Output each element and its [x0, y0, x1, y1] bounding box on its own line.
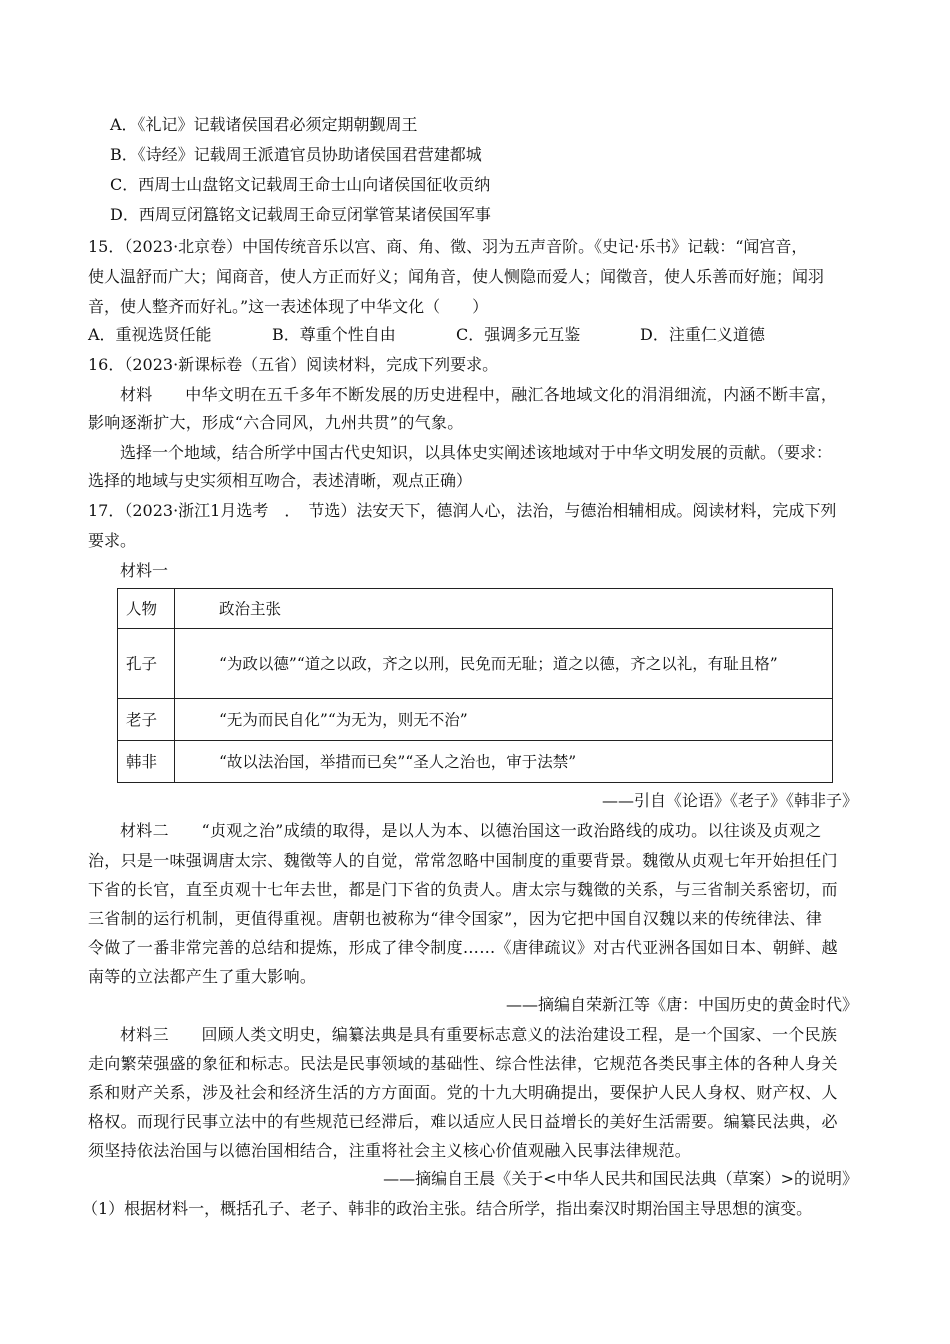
table-row — [118, 699, 833, 741]
row-claim — [175, 629, 833, 699]
material-3-line-5: 须坚持依法治国与以德治国相结合，注重将社会主义核心价值观融入民事法律规范。 — [88, 1141, 692, 1160]
row-person: 韩非 — [118, 741, 175, 783]
q17-title-line-2: 要求。 — [88, 531, 137, 550]
material-3-line-2: 走向繁荣强盛的象征和标志。民法是民事领域的基础性、综合性法律，它规范各类民事主体的各种人身关 — [88, 1054, 838, 1073]
table-row — [118, 629, 833, 699]
material-2-line-5: 令做了一番非常完善的总结和提炼，形成了律令制度……《唐律疏议》对古代亚洲各国如日本、朝鲜、越 — [88, 938, 838, 957]
material-3-line-1: 材料三 回顾人类文明史，编纂法典是具有重要标志意义的法治建设工程，是一个国家、一个民族 — [120, 1025, 838, 1044]
table-row — [118, 741, 833, 783]
material-2-line-6: 南等的立法都产生了重大影响。 — [88, 967, 317, 986]
material-3-source: ——摘编自王晨《关于<中华人民共和国民法典（草案）>的说明》 — [383, 1169, 858, 1188]
row-claim — [175, 699, 833, 741]
row-person: 孔子 — [118, 629, 175, 699]
table-header-row — [118, 589, 833, 629]
material-2-line-2: 治，只是一味强调唐太宗、魏徵等人的自觉，常常忽略中国制度的重要背景。魏徵从贞观七年开始担任门 — [88, 851, 838, 870]
q16-title: 16．（2023·新课标卷（五省）阅读材料，完成下列要求。 — [88, 355, 499, 374]
header-claim — [175, 589, 833, 629]
q16-material-line-2: 影响逐渐扩大，形成“六合同风，九州共贯”的气象。 — [88, 413, 464, 432]
q15-option-b: B．尊重个性自由 — [272, 325, 396, 344]
row-claim-text: “无为而民自化”“为无为，则无不治” — [219, 710, 468, 729]
q15-line-1: 15．（2023·北京卷）中国传统音乐以宫、商、角、徵、羽为五声音阶。《史记·乐书》记载：“闻宫音， — [88, 237, 808, 256]
material-3-line-4: 格权。而现行民事立法中的有些规范已经滞后，难以适应人民日益增长的美好生活需要。编纂民法典，必 — [88, 1112, 838, 1131]
q14-option-b: B．《诗经》记载周王派遣官员协助诸侯国君营建都城 — [110, 145, 482, 164]
q14-option-d: D．西周豆闭簋铭文记载周王命豆闭掌管某诸侯国军事 — [110, 205, 491, 224]
q16-requirement-line-1: 选择一个地域，结合所学中国古代史知识，以具体史实阐述该地域对于中华文明发展的贡献。（要求： — [120, 443, 833, 462]
q15-option-a: A．重视选贤任能 — [88, 325, 212, 344]
q17-subquestion-1: （1）根据材料一，概括孔子、老子、韩非的政治主张。结合所学，指出秦汉时期治国主导思想的演变。 — [82, 1199, 813, 1218]
q17-title-line-1: 17．（2023·浙江1月选考 ． 节选）法安天下，德润人心，法治，与德治相辅相成。阅读材料，完成下列 — [88, 501, 837, 520]
material-1-source: ——引自《论语》《老子》《韩非子》 — [601, 791, 858, 810]
q15-option-c: C．强调多元互鉴 — [456, 325, 581, 344]
q15-option-d: D．注重仁义道德 — [640, 325, 765, 344]
row-claim-text: “为政以德”“道之以政，齐之以刑，民免而无耻；道之以德，齐之以礼，有耻且格” — [219, 654, 778, 673]
material-2-line-3: 下省的长官，直至贞观十七年去世，都是门下省的负责人。唐太宗与魏徵的关系，与三省制关系密切，而 — [88, 880, 838, 899]
material-3-line-3: 系和财产关系，涉及社会和经济生活的方方面面。党的十九大明确提出，要保护人民人身权、财产权、人 — [88, 1083, 838, 1102]
q14-option-c: C．西周士山盘铭文记载周王命士山向诸侯国征收贡纳 — [110, 175, 491, 194]
material-1-label: 材料一 — [120, 561, 169, 580]
header-claim-text: 政治主张 — [219, 599, 282, 618]
header-person: 人物 — [118, 589, 175, 629]
material-2-line-1: 材料二 “贞观之治”成绩的取得，是以人为本、以德治国这一政治路线的成功。以往谈及贞观之 — [120, 821, 822, 840]
q16-requirement-line-2: 选择的地域与史实须相互吻合，表述清晰，观点正确） — [88, 471, 473, 490]
row-claim — [175, 741, 833, 783]
material-2-source: ——摘编自荣新江等《唐：中国历史的黄金时代》 — [505, 995, 858, 1014]
q15-line-3: 音，使人整齐而好礼。”这一表述体现了中华文化（ ） — [88, 297, 489, 316]
material-2-line-4: 三省制的运行机制，更值得重视。唐朝也被称为“律令国家”，因为它把中国自汉魏以来的传统律法、律 — [88, 909, 823, 928]
row-person: 老子 — [118, 699, 175, 741]
q14-option-a: A．《礼记》记载诸侯国君必须定期朝觐周王 — [110, 115, 418, 134]
row-claim-text: “故以法治国，举措而已矣”“圣人之治也，审于法禁” — [219, 752, 577, 771]
q16-material-line-1: 材料 中华文明在五千多年不断发展的历史进程中，融汇各地域文化的涓涓细流，内涵不断丰富， — [120, 385, 838, 404]
q15-line-2: 使人温舒而广大；闻商音，使人方正而好义；闻角音，使人恻隐而爱人；闻徵音，使人乐善而好施；闻羽 — [88, 267, 825, 286]
political-claims-table — [117, 588, 833, 783]
